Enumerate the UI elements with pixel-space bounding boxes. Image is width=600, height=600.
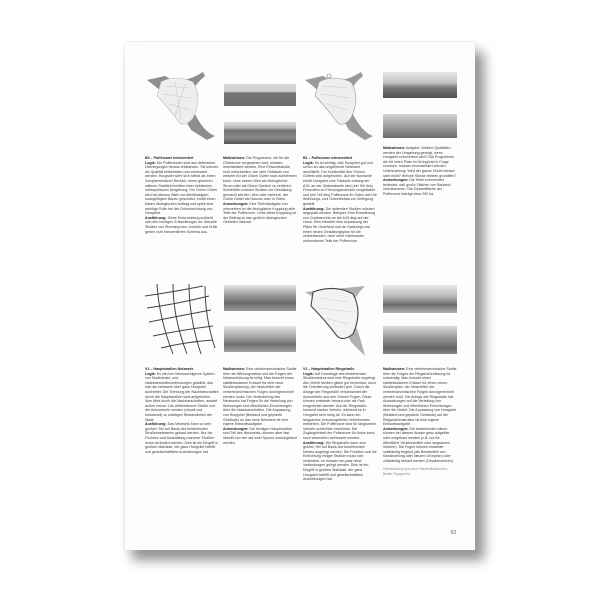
photo-v2-top: [383, 285, 457, 313]
photo-v1-top: [224, 285, 296, 311]
section-title-v2: V2 – Hauptstraßen Ringstraße: [303, 367, 355, 371]
section-title-v1: V1 – Hauptstraßen Netzwerk: [145, 367, 194, 371]
text-column-b1-logik: B1 – Pufferzone extrovertiert Logik: Es ist wichtig, daß Hoogvliet gut und schön an das umgebende Netzwerk anschließt. Der Kontinuität des Grünen Gürtels wird aufgehoben. Auf der Nordseite erhält Hoogvliet eine Fassade entlang der A15, an der Südwestseite wird (ein Teil des) Flussufers zu Erholungszwecken umgestaltet und (ein Teil des) Pufferzone im Osten wird für Wohnungs- und Gewerbebau zur Verfügung gestellt. Ausführung: Die laufenden Studien müssen angepaßt werden. Beispiel: Eine Erweiterung von Oudeland bis an die A15 liegt auf der Hand. Dies erfordert eine Anpassung der Pläne für Oudeland und de Gaderingt und einen neuen Gestaltungsplan für die verbleibenden, nicht mehr miteinander verbundenen Teile der Pufferzone.: [303, 156, 377, 243]
document-page: [125, 42, 475, 550]
text-column-v2-massnahmen: Maßnahmen: Eine verkehrstechnische Studie über die Folgen der Ringstraßenlösung ist notwendig. Man braucht einen städtebaulichen Entwurf für einen neuen Straßenplan, der hinsichtlich der verkehrstechnischen Folgen durchgerechnet werden muß. Die Anlage der Ringstraße hat Auswirkungen auf die Verteilung von Wohnungen und öffentlichen Einrichtungen über die Viertel. Die Anpassung von Hoogvliet (Bestand und geplante Gebäude) auf die Ringstraßenstruktur ist eine eigene Entwurfsaufgabe. Anmerkungen: Die bestehenden Alleen können bei diesem Ansatz ganz aufgelöst oder umgebaut werden (z.B. nur für öffentliche Verkehrsmittel oder langsamen Verkehr). Die Fugen können entweder vollständig begrünt (als Bestandteil von Kanalisierung oder Neuem Grünplan) oder vollständig bebaut werden (Gewächsreizen). Übersetzung aus dem Niederländischen: Beate Rupprecht: [383, 367, 457, 477]
photo-b0-bottom: [224, 122, 296, 144]
text-column-b0-massnahmen: Maßnahmen: Die Programme, die für die Gürtelzone vorgesehen sind, müssen inventarisiert werden. Eine Entwurfsstudie muß entscheiden, wie viele Gebäude von welcher Art der Grüne Gürtel noch aufnehmen kann, ohne seinen Wert als ökologischer Strom oder als Grüne Gardine zu verlieren. Schließlich müssen Studien zur Gestaltung gemacht werden, eine oder mehrere, der Grüne Gürtel als Ganzes oder in Teilen. Anmerkungen: Eine Teilentaufgabe von introvertiert ist die ökologische Kopplung aller Teile der Pufferzone. Ohne diese Kopplung ist der Beitrag zu den großen ökologischen Gebieten minimal.: [223, 156, 297, 225]
text-column-v2-logik: V2 – Hauptstraßen Ringstraße Logik: Auf Grundlage des bestehenden Straßennetzes wird eine Ringstraße angelegt. Alle Viertel bleiben gleich gut erreichbar, doch die Orientierung verändert sich. Durch die Anlage der Ringstraße verschwindet der Autoverkehr aus den Grünen Fugen. Diese können entweder bebaut oder als Park eingerichtet werden. Auf der Ringstraße herrscht starker Verkehr, während es in Hoogvliet sehr ruhig ist. Es kann ein langsames, kreuzungsfreies Verkehrsnetz entstehen. Die Pufferzone wird für langsamen Verkehr schlechter erreichbar. Die Zugänglichkeit der Pufferzone für Autos kann noch wesentlich verbessert werden. Ausführung: Die Ringstraße kann zum großen Teil auf Basis des bestehenden Netzes angelegt werden. Die Funktion und die Einrichtung einiger Straßen muss sich verändern, es müssen ein paar neue Verbindungen gelegt werden. Dies ist ein Eingriff in großem Maßstab, der ganz Hoogvliet betrifft und gesellschaftliche Auswirkungen hat.: [303, 367, 377, 482]
map-v1-network: [143, 282, 217, 356]
page-number: 53: [450, 530, 456, 536]
text-column-b0-logik: B0 – Pufferzone introvertiert Logik: Die Pufferzonen sind aus defensiven Überlegungen heraus entstanden. Sie können als Qualität beibehalten und verbessert werden. Hoogvliet sieht sich selbst als einen 'komplementären' Bereich, einen grüneren, stilleren Stadtteil inmitten einer hektischen, metropolitanen Umgebung. Der Grüne Gürtel wird bei diesem Wahl vor überflüssigem, unangefügten Bauen geschützt, erhält einen klaren ökologischen Auftrag und spielt eine wichtige Rolle bei der Grüneinrichtung von Hoogvliet. Ausführung: Diese Entscheidung schließt sich den heutigen Entwicklungen an. Aktuelle Studien von Stroming bzw. Jourlink und Ürlük gehen vom introvertierten Schema aus.: [145, 156, 219, 234]
photo-v1-bottom: [224, 326, 296, 352]
map-b1-extrovert: [303, 70, 375, 142]
photo-b1-top: [383, 72, 457, 98]
photo-b1-bottom: [383, 114, 457, 138]
translation-credit: Übersetzung aus dem Niederländischen: Beate Rupprecht: [383, 467, 448, 477]
section-title-b0: B0 – Pufferzone introvertiert: [145, 156, 194, 160]
map-b0-introvert: [145, 70, 217, 142]
text-column-v1-massnahmen: Maßnahmen: Eine verkehrstechnische Studie über die Wirkungsweise und die Folgen der Netzwerklösung ist nötig. Man braucht einen städtebaulichen Entwurf für eine neue Straßenplanung, der hinsichtlich der verkehrstechnischen Folgen durchgerechnet werden muss. Die Veränderung des Netzwerks hat Folgen für die Verteilung von Wohnungen und öffentlichen Einrichtungen über die Nachbarschaften. Die Anpassung von Hoogvliet (Bestand und geplante Gebäude) an das neue Netzwerk ist eine eigene Entwurfsaufgabe. Anmerkungen: Die heutigen Hauptstraßen sind Teil des Netzwerks, können aber fast überall von vier auf zwei Spuren zurückgebaut werden.: [223, 367, 297, 445]
section-title-b1: B1 – Pufferzone extrovertiert: [303, 156, 353, 160]
photo-v2-bottom: [383, 326, 457, 354]
photo-b0-top: [224, 84, 296, 106]
text-column-v1-logik: V1 – Hauptstraßen Netzwerk Logik: Es wird ein feinmaschigeres System von Stadtviertel- und Nachbarschaftsverbindungen gewählt, das sich als Netzwerk über ganz Hoogvliet ausbreitet. Die Trennung der Nachbarschaften durch die Hauptstraßen wird aufgehoben. Man fährt durch die Nachbarschaften, anstatt außen herum. Die vielbefahrene Straße und der Autoverkehr werden (visuell und funktionell) zu wichtigen Bestandteilen der Stadt. Ausführung: Das Netzwerk kann zu sehr großem Teil auf Basis des bestehenden Straßennetzwerks gebaut werden. Nur die Funktion und Ausstattung mancher Straßen muss verändert werden. Dies ist ein Eingriff in großem Maßstab, der ganz Hoogvliet betrifft und gesellschaftliche Auswirkungen hat.: [145, 367, 219, 454]
map-v2-ring: [303, 282, 379, 358]
text-column-b1-massnahmen: Maßnahmen: Aufgabe: Welche Qualitäten werden der Umgebung gezeigt, wenn Hoogvliet extrovertiert wird? Die Programme, die für einen Platz im Grüngürtel in Frage kommen, müssen inventarisiert werden. Untersuchung: Wird der ganze Gürtel bebaut oder nicht? Welche Stücke bleiben grünöffen? Anmerkungen: Die Wahl extrovertiert bedeutet, daß große Flächen von Bauland hinzukommen. Die Gesamtfläche der Pufferzone beträgt etwa 200 ha.: [383, 146, 457, 196]
